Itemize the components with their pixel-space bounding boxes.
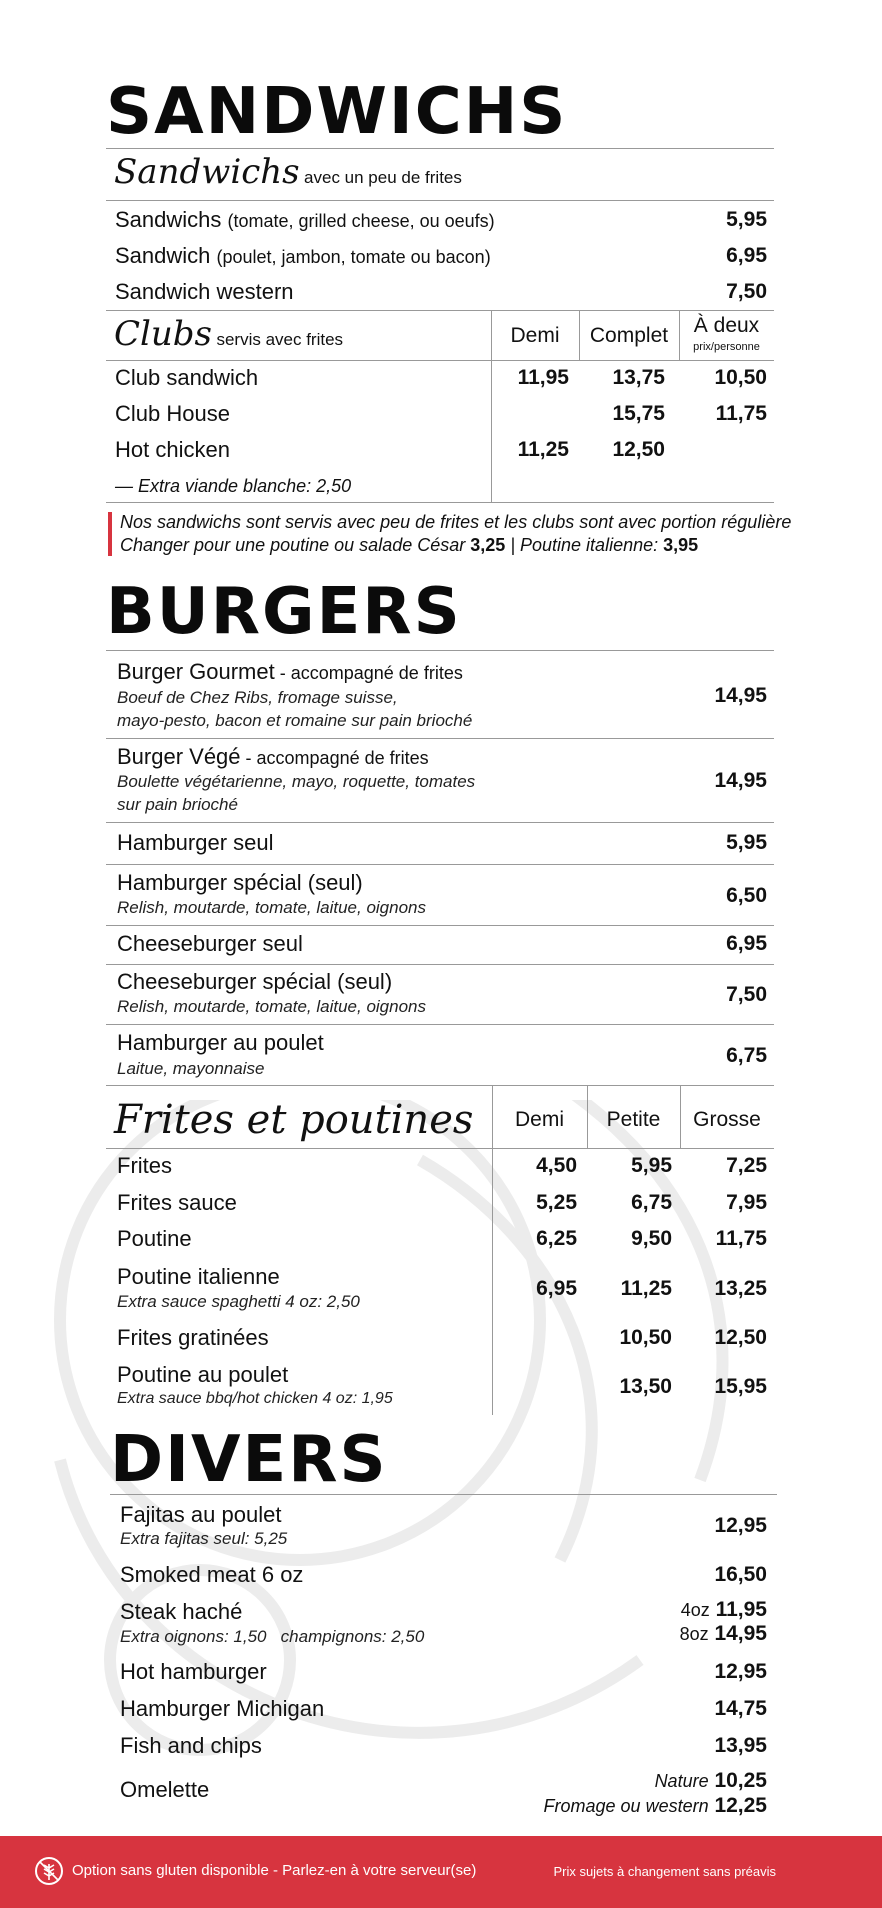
frites-item-name: Frites — [117, 1153, 172, 1178]
divers-item-price: 13,95 — [714, 1734, 767, 1757]
frites-item-desc: Extra sauce spaghetti 4 oz: 2,50 — [117, 1292, 360, 1311]
divers-item-desc: Extra oignons: 1,50 champignons: 2,50 — [120, 1627, 425, 1646]
divers-item-price: 4oz 11,95 — [680, 1598, 767, 1621]
burger-item-name: Hamburger au poulet — [117, 1030, 324, 1055]
club-item-name: Club sandwich — [115, 365, 259, 390]
burger-item-name: Burger Végé - accompagné de frites — [117, 744, 429, 769]
divers-item-price: Fromage ou western 12,25 — [543, 1794, 767, 1817]
divider — [106, 360, 774, 361]
frites-price-demi: 6,95 — [536, 1277, 577, 1300]
info-line: Nos sandwichs sont servis avec peu de frites et les clubs sont avec portion régulière — [120, 512, 792, 532]
frites-item-name: Poutine italienne — [117, 1264, 280, 1289]
accent-bar — [108, 512, 112, 556]
burger-item-desc: Boulette végétarienne, mayo, roquette, tomates — [117, 772, 476, 791]
divider — [106, 148, 774, 149]
sandwichs-subheading — [114, 152, 462, 192]
sandwichs-script: Sandwichs — [114, 152, 300, 192]
sandwich-item-price: 7,50 — [726, 280, 767, 303]
sandwichs-title: SANDWICHS — [106, 75, 568, 149]
frites-price-petite: 6,75 — [631, 1191, 672, 1214]
frites-price-petite: 10,50 — [619, 1326, 672, 1349]
frites-price-petite: 13,50 — [619, 1375, 672, 1398]
club-price-complet: 15,75 — [612, 402, 665, 425]
frites-price-grosse: 15,95 — [714, 1375, 767, 1398]
burger-item-desc: mayo-pesto, bacon et romaine sur pain brioché — [117, 711, 473, 730]
divider — [106, 964, 774, 965]
divider — [106, 502, 774, 503]
divider — [106, 1148, 774, 1149]
footer-right-text: Prix sujets à changement sans préavis — [553, 1864, 776, 1879]
divider — [106, 1085, 774, 1086]
club-price-deux: 11,75 — [715, 402, 767, 425]
divers-item-name: Fish and chips — [120, 1733, 262, 1758]
burgers-title: BURGERS — [106, 575, 462, 649]
sandwich-item-name: Sandwichs (tomate, grilled cheese, ou oeufs) — [115, 207, 495, 232]
table-divider — [579, 310, 580, 360]
divers-item-name: Steak haché — [120, 1599, 243, 1624]
frites-price-grosse: 7,25 — [726, 1154, 767, 1177]
divers-item-name: Fajitas au poulet — [120, 1502, 282, 1527]
frites-script-title: Frites et poutines — [114, 1097, 474, 1143]
burger-item-price: 14,95 — [714, 769, 767, 792]
divers-item-price: 12,95 — [714, 1514, 767, 1537]
club-item-name: Club House — [115, 401, 230, 426]
frites-price-demi: 4,50 — [536, 1154, 577, 1177]
frites-item-name: Poutine au poulet — [117, 1362, 289, 1387]
burger-item-desc: Relish, moutarde, tomate, laitue, oignons — [117, 898, 427, 917]
table-divider — [680, 1085, 681, 1148]
divider — [106, 738, 774, 739]
frites-item-name: Poutine — [117, 1226, 192, 1251]
divers-item-price: 12,95 — [714, 1660, 767, 1683]
col-header-a-deux: À deux — [693, 314, 760, 337]
table-divider — [492, 1085, 493, 1415]
gluten-free-icon — [34, 1856, 64, 1886]
table-divider — [491, 310, 492, 502]
frites-price-grosse: 12,50 — [714, 1326, 767, 1349]
burger-item-price: 6,95 — [726, 932, 767, 955]
divider — [106, 925, 774, 926]
frites-price-grosse: 13,25 — [714, 1277, 767, 1300]
frites-price-petite: 5,95 — [631, 1154, 672, 1177]
frites-price-petite: 9,50 — [631, 1227, 672, 1250]
table-divider — [679, 310, 680, 360]
clubs-subheading — [114, 314, 343, 354]
burger-item-name: Burger Gourmet - accompagné de frites — [117, 659, 463, 684]
clubs-script: Clubs — [114, 314, 212, 354]
frites-item-name: Frites gratinées — [117, 1325, 269, 1350]
burger-item-price: 7,50 — [726, 983, 767, 1006]
table-divider — [587, 1085, 588, 1148]
burger-item-desc: sur pain brioché — [117, 795, 238, 814]
divers-item-name: Omelette — [120, 1777, 210, 1802]
frites-price-grosse: 11,75 — [715, 1227, 767, 1250]
divers-item-name: Hot hamburger — [120, 1659, 267, 1684]
burger-item-name: Cheeseburger seul — [117, 931, 303, 956]
divers-item-price: 16,50 — [714, 1563, 767, 1586]
club-extra-note: — Extra viande blanche: 2,50 — [115, 476, 352, 496]
frites-item-desc: Extra sauce bbq/hot chicken 4 oz: 1,95 — [117, 1390, 393, 1407]
divers-item-name: Smoked meat 6 oz — [120, 1562, 304, 1587]
frites-item-name: Frites sauce — [117, 1190, 237, 1215]
sandwichs-sub-note: avec un peu de frites — [304, 168, 462, 187]
divider — [106, 864, 774, 865]
divers-item-price: Nature 10,25 — [654, 1769, 767, 1792]
burger-item-name: Hamburger spécial (seul) — [117, 870, 363, 895]
divider — [106, 650, 774, 651]
footer-bar — [0, 1836, 882, 1908]
burger-item-price: 6,75 — [726, 1044, 767, 1067]
info-line: Changer pour une poutine ou salade César 3,25 | Poutine italienne: 3,95 — [120, 535, 699, 555]
burger-item-name: Hamburger seul — [117, 830, 274, 855]
club-item-name: Hot chicken — [115, 437, 230, 462]
divider — [106, 1024, 774, 1025]
divider — [106, 200, 774, 201]
divider — [106, 822, 774, 823]
burger-item-price: 14,95 — [714, 684, 767, 707]
frites-price-demi: 6,25 — [536, 1227, 577, 1250]
frites-price-grosse: 7,95 — [726, 1191, 767, 1214]
frites-price-demi: 5,25 — [536, 1191, 577, 1214]
divers-title: DIVERS — [110, 1423, 388, 1497]
burger-item-price: 5,95 — [726, 831, 767, 854]
clubs-note: servis avec frites — [216, 330, 344, 349]
sandwich-item-name: Sandwich (poulet, jambon, tomate ou bacon) — [115, 243, 491, 268]
burger-item-desc: Laitue, mayonnaise — [117, 1059, 265, 1078]
divider — [110, 1494, 777, 1495]
divers-item-name: Hamburger Michigan — [120, 1696, 325, 1721]
col-header-grosse: Grosse — [693, 1108, 761, 1131]
burger-item-desc: Boeuf de Chez Ribs, fromage suisse, — [117, 688, 398, 707]
col-header-complet: Complet — [589, 324, 669, 347]
frites-price-petite: 11,25 — [620, 1277, 672, 1300]
burger-item-name: Cheeseburger spécial (seul) — [117, 969, 393, 994]
divider — [106, 310, 774, 311]
sandwich-item-name: Sandwich western — [115, 279, 294, 304]
club-price-complet: 12,50 — [612, 438, 665, 461]
divers-item-price: 8oz 14,95 — [679, 1622, 767, 1645]
club-price-demi: 11,95 — [517, 366, 569, 389]
sandwich-item-price: 5,95 — [726, 208, 767, 231]
burger-item-desc: Relish, moutarde, tomate, laitue, oignons — [117, 997, 427, 1016]
club-price-complet: 13,75 — [612, 366, 665, 389]
divers-item-desc: Extra fajitas seul: 5,25 — [120, 1529, 288, 1548]
divers-item-price: 14,75 — [714, 1697, 767, 1720]
club-price-deux: 10,50 — [714, 366, 767, 389]
col-header-demi: Demi — [510, 324, 560, 347]
sandwich-item-price: 6,95 — [726, 244, 767, 267]
burger-item-price: 6,50 — [726, 884, 767, 907]
col-header-a-deux-sub: prix/personne — [693, 341, 760, 353]
footer-left-text: Option sans gluten disponible - Parlez-en à votre serveur(se) — [72, 1862, 477, 1879]
club-price-demi: 11,25 — [517, 438, 569, 461]
col-header-demi: Demi — [514, 1108, 564, 1131]
col-header-petite: Petite — [606, 1108, 661, 1131]
